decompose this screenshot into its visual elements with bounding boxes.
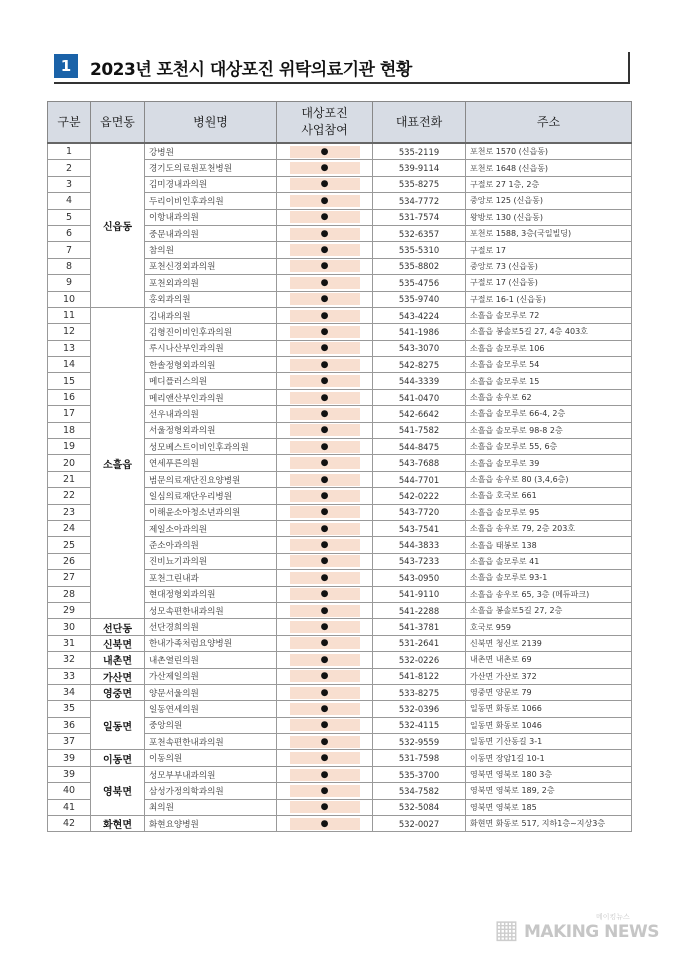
row-hospital-name: 이해윤소아청소년과의원	[145, 504, 277, 520]
row-participation	[277, 734, 373, 750]
participation-mark: ●	[290, 687, 360, 699]
row-phone: 541-8122	[373, 668, 466, 684]
row-phone: 532-9559	[373, 734, 466, 750]
row-phone: 541-9110	[373, 586, 466, 602]
row-number: 22	[48, 488, 91, 504]
row-number: 19	[48, 439, 91, 455]
participation-mark: ●	[290, 375, 360, 387]
row-participation	[277, 537, 373, 553]
row-participation	[277, 242, 373, 258]
row-phone: 532-0396	[373, 701, 466, 717]
row-participation	[277, 422, 373, 438]
row-participation	[277, 275, 373, 291]
row-phone: 535-3700	[373, 766, 466, 782]
row-number: 35	[48, 701, 91, 717]
table-row	[48, 619, 632, 635]
participation-mark: ●	[290, 572, 360, 584]
participation-mark: ●	[290, 555, 360, 567]
row-address: 소흘읍 솔모루로 55, 6층	[466, 439, 632, 455]
row-participation	[277, 406, 373, 422]
row-address: 소흘읍 호국로 661	[466, 488, 632, 504]
row-number: 37	[48, 734, 91, 750]
row-address: 신북면 청신로 2139	[466, 635, 632, 651]
row-number: 23	[48, 504, 91, 520]
row-phone: 541-1986	[373, 324, 466, 340]
row-hospital-name: 진비뇨기과의원	[145, 553, 277, 569]
header-address: 주소	[466, 102, 632, 144]
row-address: 구절로 17	[466, 242, 632, 258]
row-hospital-name: 참의원	[145, 242, 277, 258]
row-address: 포천로 1570 (신읍동)	[466, 143, 632, 160]
participation-mark: ●	[290, 769, 360, 781]
row-number: 28	[48, 586, 91, 602]
row-address: 소흘읍 봉솔로5길 27, 4층 403호	[466, 324, 632, 340]
row-participation	[277, 209, 373, 225]
row-address: 소흘읍 솔모루로 106	[466, 340, 632, 356]
row-phone: 543-7233	[373, 553, 466, 569]
participation-mark: ●	[290, 605, 360, 617]
row-hospital-name: 삼성가정의학과의원	[145, 783, 277, 799]
participation-mark: ●	[290, 818, 360, 830]
participation-mark: ●	[290, 244, 360, 256]
row-number: 39	[48, 766, 91, 782]
row-number: 25	[48, 537, 91, 553]
row-phone: 542-8275	[373, 357, 466, 373]
row-hospital-name: 메디플러스의원	[145, 373, 277, 389]
row-address: 화현면 화동로 517, 지하1층~지상3층	[466, 816, 632, 832]
participation-mark: ●	[290, 752, 360, 764]
table-header-row	[48, 102, 632, 144]
row-hospital-name: 최의원	[145, 799, 277, 815]
row-hospital-name: 한솔정형외과의원	[145, 357, 277, 373]
row-participation	[277, 340, 373, 356]
participation-mark: ●	[290, 228, 360, 240]
row-district: 영중면	[91, 684, 145, 700]
row-hospital-name: 내촌열린의원	[145, 652, 277, 668]
row-number: 17	[48, 406, 91, 422]
table-row	[48, 307, 632, 323]
participation-mark: ●	[290, 490, 360, 502]
row-hospital-name: 김미경내과의원	[145, 176, 277, 192]
participation-mark: ●	[290, 785, 360, 797]
watermark-brand: MAKING NEWS	[524, 922, 660, 942]
header-hospital: 병원명	[145, 102, 277, 144]
row-number: 18	[48, 422, 91, 438]
participation-mark: ●	[290, 178, 360, 190]
row-phone: 535-9740	[373, 291, 466, 307]
row-phone: 543-0950	[373, 570, 466, 586]
row-participation	[277, 668, 373, 684]
row-number: 8	[48, 258, 91, 274]
table-row	[48, 766, 632, 782]
row-hospital-name: 포천외과의원	[145, 275, 277, 291]
participation-mark: ●	[290, 506, 360, 518]
participation-mark: ●	[290, 736, 360, 748]
row-address: 포천로 1588, 3층(국일빌딩)	[466, 225, 632, 241]
row-address: 소흘읍 태봉로 138	[466, 537, 632, 553]
row-phone: 531-2641	[373, 635, 466, 651]
row-address: 소흘읍 솔모루로 41	[466, 553, 632, 569]
row-phone: 541-2288	[373, 602, 466, 618]
row-phone: 534-7772	[373, 193, 466, 209]
row-number: 27	[48, 570, 91, 586]
row-address: 일동면 기산동길 3-1	[466, 734, 632, 750]
row-hospital-name: 포천속편한내과의원	[145, 734, 277, 750]
participation-mark: ●	[290, 523, 360, 535]
row-phone: 541-7582	[373, 422, 466, 438]
row-participation	[277, 553, 373, 569]
row-phone: 532-0226	[373, 652, 466, 668]
row-number: 33	[48, 668, 91, 684]
row-phone: 532-0027	[373, 816, 466, 832]
row-address: 소흘읍 솔모루로 54	[466, 357, 632, 373]
row-address: 소흘읍 송우로 79, 2층 203호	[466, 520, 632, 536]
row-hospital-name: 성모베스트이비인후과의원	[145, 439, 277, 455]
participation-mark: ●	[290, 801, 360, 813]
row-hospital-name: 두리이비인후과의원	[145, 193, 277, 209]
table-row	[48, 652, 632, 668]
row-phone: 532-4115	[373, 717, 466, 733]
row-address: 포천로 1648 (신읍동)	[466, 160, 632, 176]
row-hospital-name: 양문서울의원	[145, 684, 277, 700]
row-address: 소흘읍 송우로 62	[466, 389, 632, 405]
row-hospital-name: 선단경희의원	[145, 619, 277, 635]
row-number: 40	[48, 783, 91, 799]
row-participation	[277, 193, 373, 209]
row-participation	[277, 504, 373, 520]
row-participation	[277, 373, 373, 389]
row-district: 내촌면	[91, 652, 145, 668]
participation-mark: ●	[290, 392, 360, 404]
row-number: 12	[48, 324, 91, 340]
row-number: 9	[48, 275, 91, 291]
row-phone: 541-3781	[373, 619, 466, 635]
row-number: 42	[48, 816, 91, 832]
row-participation	[277, 619, 373, 635]
row-participation	[277, 471, 373, 487]
row-participation	[277, 783, 373, 799]
row-address: 중앙로 73 (신읍동)	[466, 258, 632, 274]
row-number: 20	[48, 455, 91, 471]
row-address: 내촌면 내촌로 69	[466, 652, 632, 668]
row-phone: 543-7541	[373, 520, 466, 536]
row-address: 소흘읍 솔모루로 95	[466, 504, 632, 520]
row-participation	[277, 324, 373, 340]
row-address: 소흘읍 솔모루로 39	[466, 455, 632, 471]
participation-mark: ●	[290, 474, 360, 486]
participation-mark: ●	[290, 342, 360, 354]
row-hospital-name: 경기도의료원포천병원	[145, 160, 277, 176]
row-participation	[277, 799, 373, 815]
row-hospital-name: 중앙의원	[145, 717, 277, 733]
row-district: 이동면	[91, 750, 145, 766]
header-no: 구분	[48, 102, 91, 144]
row-phone: 531-7598	[373, 750, 466, 766]
row-hospital-name: 중문내과의원	[145, 225, 277, 241]
row-hospital-name: 김형진이비인후과의원	[145, 324, 277, 340]
participation-mark: ●	[290, 359, 360, 371]
row-participation	[277, 307, 373, 323]
row-phone: 544-3833	[373, 537, 466, 553]
row-address: 호국로 959	[466, 619, 632, 635]
row-phone: 535-8802	[373, 258, 466, 274]
participation-mark: ●	[290, 588, 360, 600]
row-phone: 543-3070	[373, 340, 466, 356]
row-hospital-name: 현대정형외과의원	[145, 586, 277, 602]
watermark-small: 메이킹뉴스	[596, 913, 630, 921]
row-phone: 544-7701	[373, 471, 466, 487]
row-address: 소흘읍 송우로 65, 3층 (메듀파크)	[466, 586, 632, 602]
row-address: 구절로 16-1 (신읍동)	[466, 291, 632, 307]
row-district: 영북면	[91, 766, 145, 815]
row-number: 36	[48, 717, 91, 733]
row-district: 신북면	[91, 635, 145, 651]
participation-mark: ●	[290, 654, 360, 666]
participation-mark: ●	[290, 146, 360, 158]
row-participation	[277, 439, 373, 455]
row-hospital-name: 메리앤산부인과의원	[145, 389, 277, 405]
row-participation	[277, 176, 373, 192]
row-hospital-name: 포천신경외과의원	[145, 258, 277, 274]
title-block	[54, 52, 630, 82]
row-phone: 535-5310	[373, 242, 466, 258]
row-number: 41	[48, 799, 91, 815]
table-row	[48, 684, 632, 700]
row-phone: 532-5084	[373, 799, 466, 815]
row-address: 중앙로 125 (신읍동)	[466, 193, 632, 209]
row-number: 16	[48, 389, 91, 405]
row-number: 13	[48, 340, 91, 356]
participation-mark: ●	[290, 670, 360, 682]
row-participation	[277, 602, 373, 618]
row-phone: 535-2119	[373, 143, 466, 160]
row-address: 영북면 영북로 180 3층	[466, 766, 632, 782]
row-hospital-name: 가산제일의원	[145, 668, 277, 684]
row-participation	[277, 766, 373, 782]
row-district: 신읍동	[91, 143, 145, 307]
row-number: 32	[48, 652, 91, 668]
row-district: 화현면	[91, 816, 145, 832]
header-phone: 대표전화	[373, 102, 466, 144]
row-address: 소흘읍 솔모루로 15	[466, 373, 632, 389]
row-hospital-name: 포천그린내과	[145, 570, 277, 586]
row-participation	[277, 225, 373, 241]
row-participation	[277, 717, 373, 733]
row-hospital-name: 성모부부내과의원	[145, 766, 277, 782]
row-hospital-name: 성모속편한내과의원	[145, 602, 277, 618]
row-number: 14	[48, 357, 91, 373]
participation-mark: ●	[290, 260, 360, 272]
section-number: 1	[54, 54, 78, 78]
row-participation	[277, 635, 373, 651]
row-hospital-name: 홍외과의원	[145, 291, 277, 307]
row-hospital-name: 이동의원	[145, 750, 277, 766]
clinic-table	[47, 101, 632, 832]
table-row	[48, 701, 632, 717]
row-participation	[277, 291, 373, 307]
row-phone: 535-4756	[373, 275, 466, 291]
row-number: 29	[48, 602, 91, 618]
row-number: 39	[48, 750, 91, 766]
participation-mark: ●	[290, 621, 360, 633]
row-hospital-name: 연세푸른의원	[145, 455, 277, 471]
row-participation	[277, 750, 373, 766]
row-participation	[277, 258, 373, 274]
row-number: 26	[48, 553, 91, 569]
participation-mark: ●	[290, 326, 360, 338]
row-phone: 542-0222	[373, 488, 466, 504]
title-end-bar	[628, 52, 630, 84]
row-participation	[277, 520, 373, 536]
row-phone: 532-6357	[373, 225, 466, 241]
row-phone: 533-8275	[373, 684, 466, 700]
row-participation	[277, 570, 373, 586]
table-row	[48, 668, 632, 684]
row-address: 영북면 영북로 189, 2층	[466, 783, 632, 799]
participation-mark: ●	[290, 277, 360, 289]
table-row	[48, 816, 632, 832]
table-row	[48, 143, 632, 160]
row-phone: 541-0470	[373, 389, 466, 405]
header-participation: 대상포진 사업참여	[277, 102, 373, 144]
row-district: 소흘읍	[91, 307, 145, 618]
participation-mark: ●	[290, 441, 360, 453]
row-address: 일동면 화동로 1046	[466, 717, 632, 733]
row-phone: 531-7574	[373, 209, 466, 225]
row-address: 영중면 양문로 79	[466, 684, 632, 700]
row-number: 30	[48, 619, 91, 635]
participation-mark: ●	[290, 293, 360, 305]
row-phone: 542-6642	[373, 406, 466, 422]
table-row	[48, 635, 632, 651]
participation-mark: ●	[290, 162, 360, 174]
participation-mark: ●	[290, 719, 360, 731]
participation-mark: ●	[290, 211, 360, 223]
row-address: 영북면 영북로 185	[466, 799, 632, 815]
row-address: 가산면 가산로 372	[466, 668, 632, 684]
row-participation	[277, 143, 373, 160]
row-hospital-name: 한내가족처럼요양병원	[145, 635, 277, 651]
row-participation	[277, 455, 373, 471]
row-number: 15	[48, 373, 91, 389]
row-participation	[277, 586, 373, 602]
row-address: 이동면 장암1길 10-1	[466, 750, 632, 766]
row-participation	[277, 652, 373, 668]
row-phone: 544-3339	[373, 373, 466, 389]
row-number: 6	[48, 225, 91, 241]
row-participation	[277, 684, 373, 700]
row-hospital-name: 화현요양병원	[145, 816, 277, 832]
row-phone: 544-8475	[373, 439, 466, 455]
participation-mark: ●	[290, 703, 360, 715]
row-phone: 534-7582	[373, 783, 466, 799]
participation-mark: ●	[290, 637, 360, 649]
row-participation	[277, 357, 373, 373]
row-number: 3	[48, 176, 91, 192]
row-phone: 539-9114	[373, 160, 466, 176]
row-number: 31	[48, 635, 91, 651]
row-participation	[277, 488, 373, 504]
title-underline	[54, 82, 628, 84]
row-address: 소흘읍 솔모루로 72	[466, 307, 632, 323]
row-address: 소흘읍 솔모루로 66-4, 2층	[466, 406, 632, 422]
row-address: 일동면 화동로 1066	[466, 701, 632, 717]
watermark	[494, 912, 664, 948]
row-phone: 543-7688	[373, 455, 466, 471]
newspaper-icon: ▦	[494, 915, 519, 945]
row-address: 왕방로 130 (신읍동)	[466, 209, 632, 225]
row-address: 구절로 27 1층, 2층	[466, 176, 632, 192]
row-address: 구절로 17 (신읍동)	[466, 275, 632, 291]
row-phone: 543-7720	[373, 504, 466, 520]
row-participation	[277, 160, 373, 176]
page-title: 2023년 포천시 대상포진 위탁의료기관 현황	[90, 60, 412, 80]
row-hospital-name: 선우내과의원	[145, 406, 277, 422]
participation-mark: ●	[290, 195, 360, 207]
row-number: 2	[48, 160, 91, 176]
participation-mark: ●	[290, 457, 360, 469]
row-phone: 535-8275	[373, 176, 466, 192]
row-participation	[277, 816, 373, 832]
participation-mark: ●	[290, 424, 360, 436]
row-hospital-name: 루시나산부인과의원	[145, 340, 277, 356]
row-participation	[277, 389, 373, 405]
row-address: 소흘읍 송우로 80 (3,4,6층)	[466, 471, 632, 487]
row-hospital-name: 준소아과의원	[145, 537, 277, 553]
row-number: 10	[48, 291, 91, 307]
row-participation	[277, 701, 373, 717]
row-address: 소흘읍 봉솔로5길 27, 2층	[466, 602, 632, 618]
header-district: 읍면동	[91, 102, 145, 144]
row-number: 7	[48, 242, 91, 258]
row-hospital-name: 제일소아과의원	[145, 520, 277, 536]
row-phone: 543-4224	[373, 307, 466, 323]
row-hospital-name: 일심의료재단우리병원	[145, 488, 277, 504]
table-row	[48, 750, 632, 766]
row-district: 일동면	[91, 701, 145, 750]
row-hospital-name: 서울정형외과의원	[145, 422, 277, 438]
row-district: 가산면	[91, 668, 145, 684]
row-address: 소흘읍 솔모루로 93-1	[466, 570, 632, 586]
row-district: 선단동	[91, 619, 145, 635]
row-number: 24	[48, 520, 91, 536]
row-hospital-name: 이항내과의원	[145, 209, 277, 225]
participation-mark: ●	[290, 539, 360, 551]
row-hospital-name: 강병원	[145, 143, 277, 160]
row-number: 11	[48, 307, 91, 323]
participation-mark: ●	[290, 408, 360, 420]
row-number: 34	[48, 684, 91, 700]
row-number: 5	[48, 209, 91, 225]
row-number: 4	[48, 193, 91, 209]
row-hospital-name: 김내과의원	[145, 307, 277, 323]
row-address: 소흘읍 솔모루로 98-8 2층	[466, 422, 632, 438]
participation-mark: ●	[290, 310, 360, 322]
row-hospital-name: 범문의료재단진요양병원	[145, 471, 277, 487]
row-number: 1	[48, 143, 91, 160]
row-number: 21	[48, 471, 91, 487]
row-hospital-name: 일동연세의원	[145, 701, 277, 717]
